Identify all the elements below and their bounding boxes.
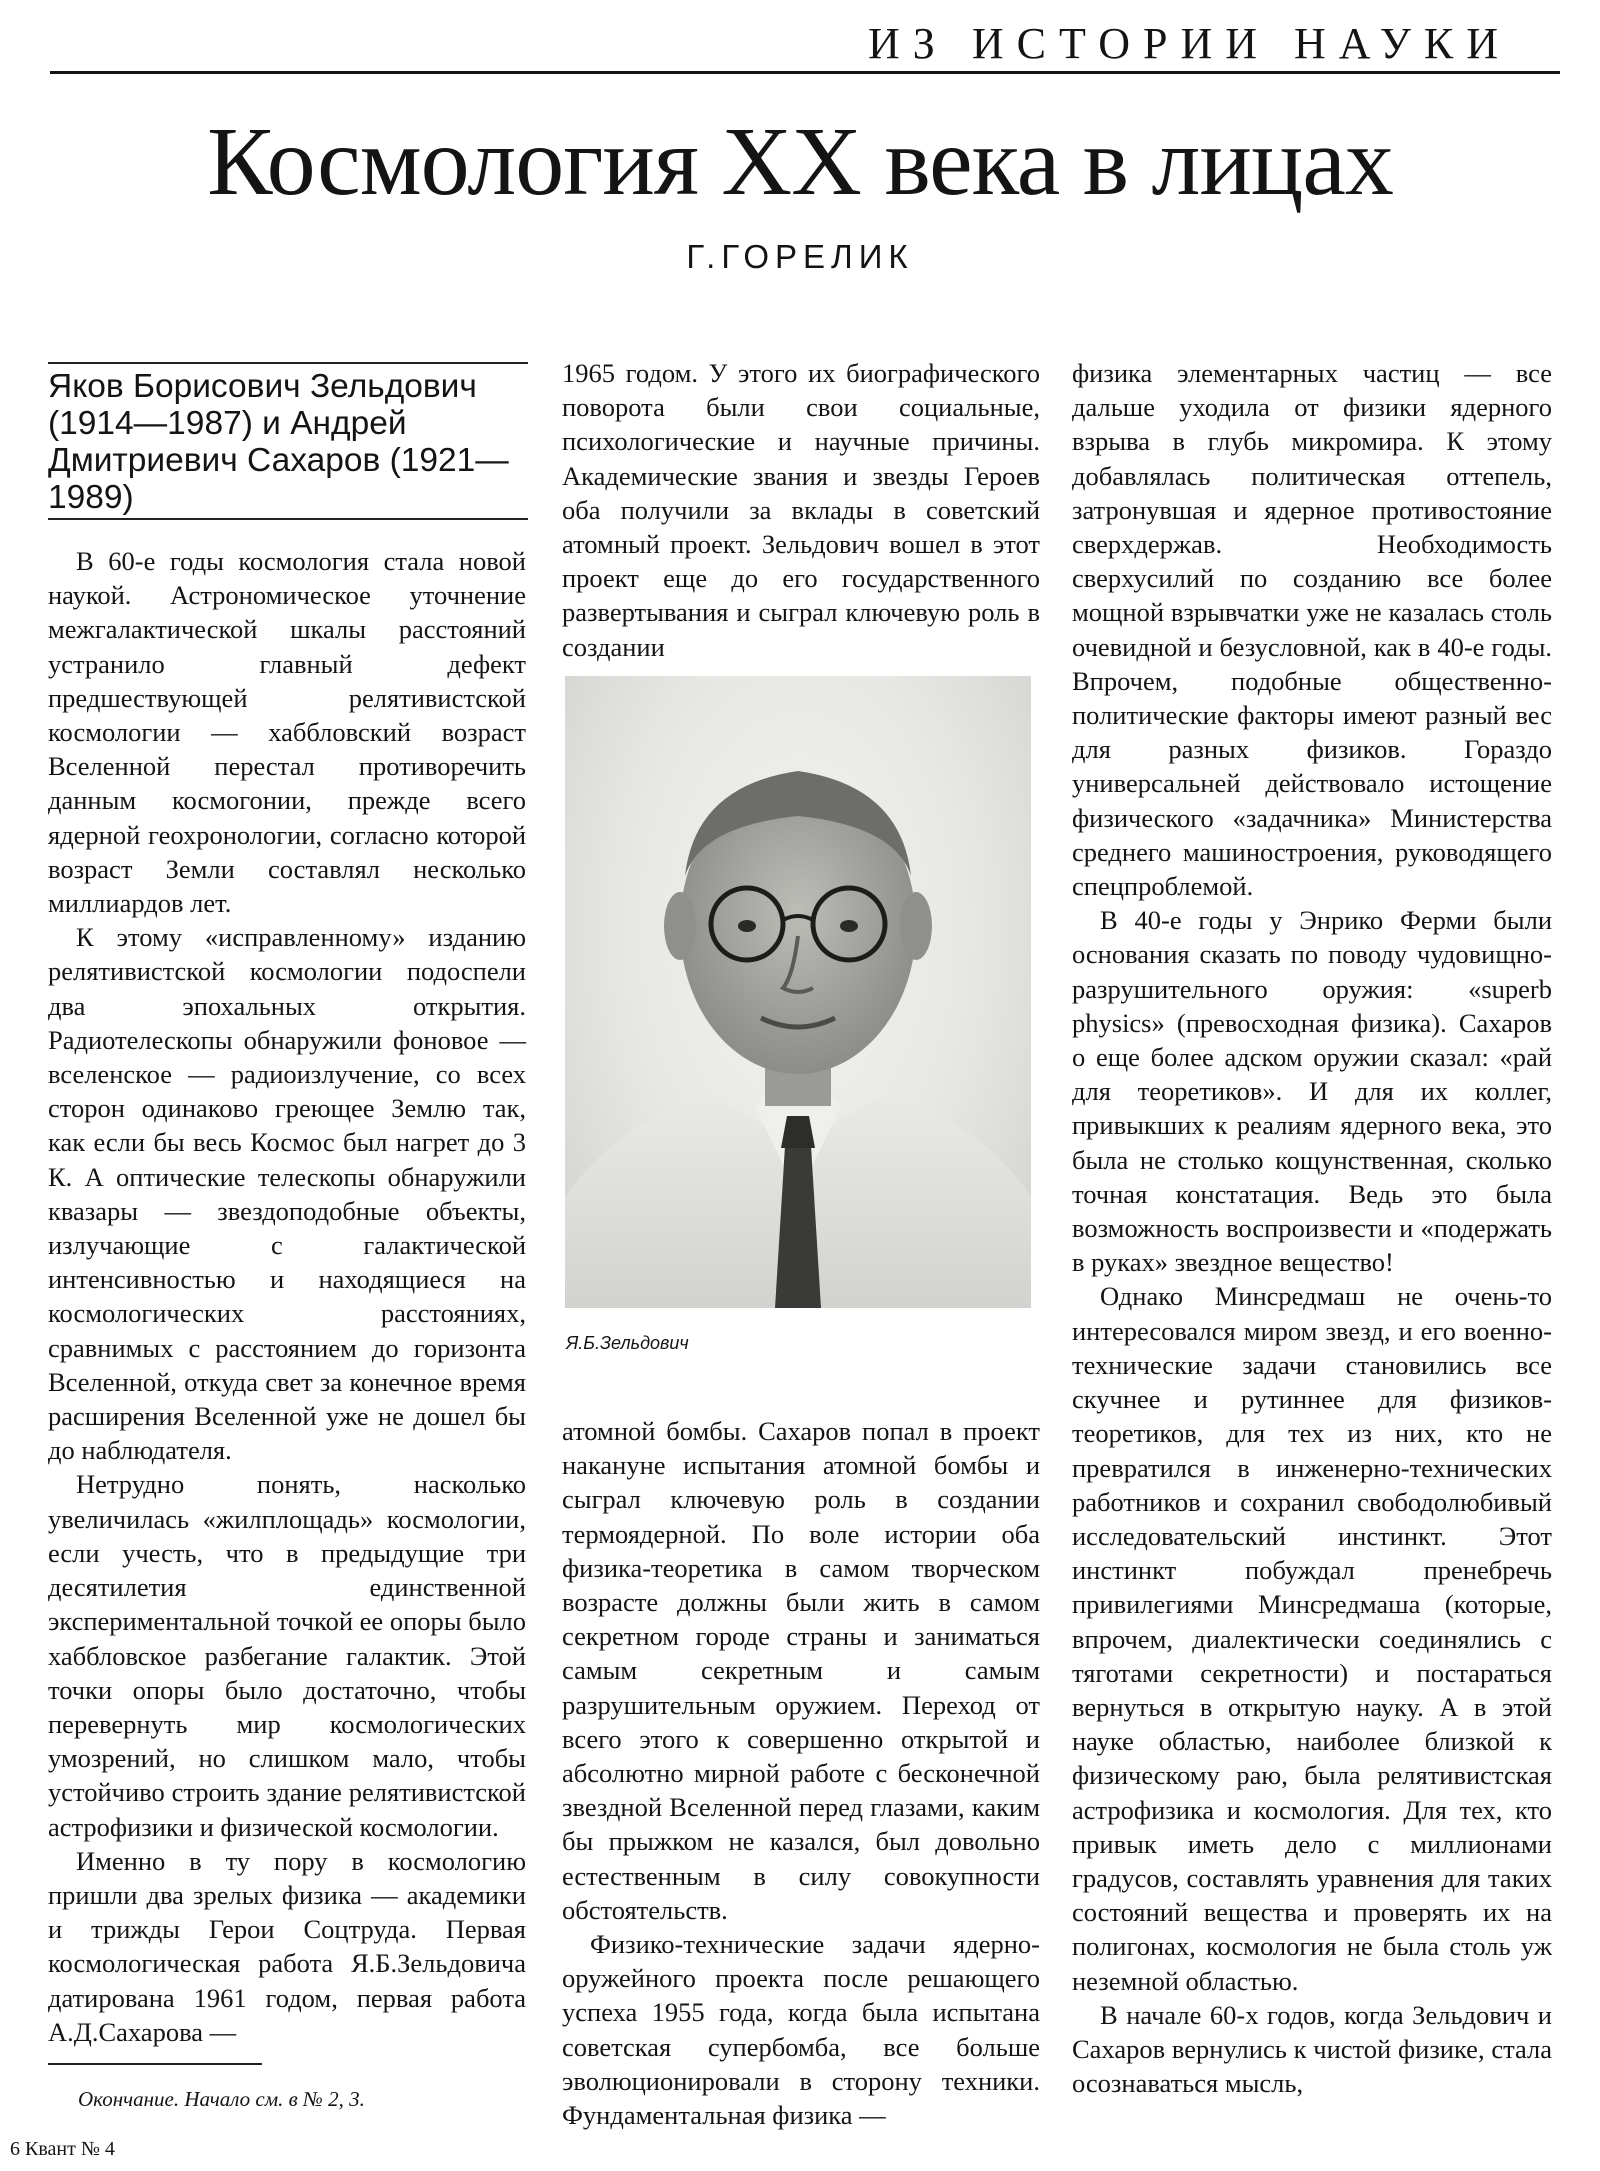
paragraph: Именно в ту пору в космологию пришли два зрелых физика — академики и трижды Герои Соцтруда. Первая космологическая работа Я.Б.Зельдовича датирована 1961 годом, первая работа А.Д.Сахарова — [48,1845,526,2047]
article-author: Г.ГОРЕЛИК [686,238,914,275]
subhead-rule-bottom [48,518,528,520]
paragraph: 1965 годом. У этого их биографического поворота были свои социальные, психологические и научные причины. Академические звания и звезды Героев оба получили за вклады в советский атомный проект. Зельдович вошел в этот проект еще до его государственного развертывания и сыграл ключевую роль в создании [562,358,1040,662]
page-folio: 6 Квант № 4 [10,2138,115,2160]
paragraph: атомной бомбы. Сахаров попал в проект накануне испытания атомной бомбы и сыграл ключевую роль в создании термоядерной. По воле истории оба физика-теоретика в самом творческом возрасте должны были жить в самом секретном городе страны и заниматься самым секретным и самым разрушительным оружием. Переход от всего этого к совершенно открытой и абсолютно мирной работе с бесконечной звездной Вселенной перед глазами, каким бы прыжком не казался, был довольно естественным в силу совокупности обстоятельств. [562,1416,1040,1925]
paragraph: В начале 60-х годов, когда Зельдович и Сахаров вернулись к чистой физике, стала осознаваться мысль, [1072,1999,1552,2099]
portrait-illustration [565,676,1031,1308]
paragraph: Однако Минсредмаш не очень-то интересовался миром звезд, и его военно-технические задачи становились все скучнее и рутиннее для физиков-теоретиков, для тех из них, кто не превратился в инженерно-технических работников и сохранил свободолюбивый исследовательский инстинкт. Этот инстинкт побуждал пренебречь привилегиями Минсредмаша (которые, впрочем, диалектически соединялись с тяготами секретности) и постараться вернуться в открытую науку. А в этой науке областью, наиболее близкой к физическому раю, была релятивистская астрофизика и космология. Для тех, кто привык иметь дело с миллионами градусов, составлять уравнения для таких состояний вещества и проверять их на полигонах, космология не была столь уж неземной областью. [1072,1281,1552,1996]
footnote: Окончание. Начало см. в № 2, 3. [78,2087,365,2111]
paragraph: физика элементарных частиц — все дальше уходила от физики ядерного взрыва в глубь микромира. К этому добавлялась политическая оттепель, затронувшая и ядерное противостояние сверхдержав. Необходимость сверхусилий по созданию все более мощной взрывчатки уже не казалась столь очевидной и безусловной, как в 40-е годы. Впрочем, подобные общественно-политические факторы имеют разный вес для разных физиков. Гораздо универсальней действовало истощение физического «задачника» Министерства среднего машиностроения, руководящего спецпроблемой. [1072,358,1552,902]
article-subhead: Яков Борисович Зельдович (1914—1987) и Андрей Дмитриевич Сахаров (1921—1989) [48,368,509,516]
column-2-bottom [562,1414,1040,2132]
footnote-rule [48,2063,262,2065]
paragraph: Физико-технические задачи ядерно-оружейного проекта после решающего успеха 1955 года, когда была испытана советская супербомба, все больше эволюционировали в сторону техники. Фундаментальная физика — [562,1929,1040,2131]
section-rubric: ИЗ ИСТОРИИ НАУКИ [868,19,1511,68]
paragraph: В 40-е годы у Энрико Ферми были основания сказать по поводу чудовищно-разрушительного оружия: «superb physics» (превосходная физика). Сахаров о еще более адском оружии сказал: «рай для теоретиков». И для их коллег, привыкших к реалиям ядерного века, это была не столько кощунственная, сколько точная констатация. Ведь это была возможность воспроизвести и «подержать в руках» звездное вещество! [1072,905,1552,1278]
paragraph: В 60-е годы космология стала новой наукой. Астрономическое уточнение межгалактической шкалы расстояний устранило главный дефект предшествующей релятивистской космологии — хаббловский возраст Вселенной перестал противоречить данным космогонии, прежде всего ядерной геохронологии, согласно которой возраст Земли составлял несколько миллиардов лет. [48,546,526,919]
subhead-rule-top [48,362,528,364]
paragraph: Нетрудно понять, насколько увеличилась «жилплощадь» космологии, если учесть, что в предыдущие три десятилетия единственной экспериментальной точкой ее опоры было хаббловское разбегание галактик. Этой точки опоры было достаточно, чтобы перевернуть мир космологических умозрений, но слишком мало, чтобы устойчиво строить здание релятивистской астрофизики и физической космологии. [48,1469,526,1842]
paragraph: К этому «исправленному» изданию релятивистской космологии подоспели два эпохальных открытия. Радиотелескопы обнаружили фоновое — вселенское — радиоизлучение, со всех сторон одинаково греющее Землю так, как если бы весь Космос был нагрет до 3 К. А оптические телескопы обнаружили квазары — звездоподобные объекты, излучающие с галактической интенсивностью и находящиеся на космологических расстояниях, сравнимых с расстоянием до горизонта Вселенной, откуда свет за конечное время расширения Вселенной уже не дошел бы до наблюдателя. [48,922,526,1466]
portrait-photo [565,676,1031,1308]
header-rule [50,71,1560,74]
article-title: Космология XX века в лицах [207,108,1393,216]
column-1 [48,544,526,2049]
column-2-top [562,356,1040,664]
photo-caption: Я.Б.Зельдович [566,1333,689,1353]
column-3 [1072,356,1552,2100]
